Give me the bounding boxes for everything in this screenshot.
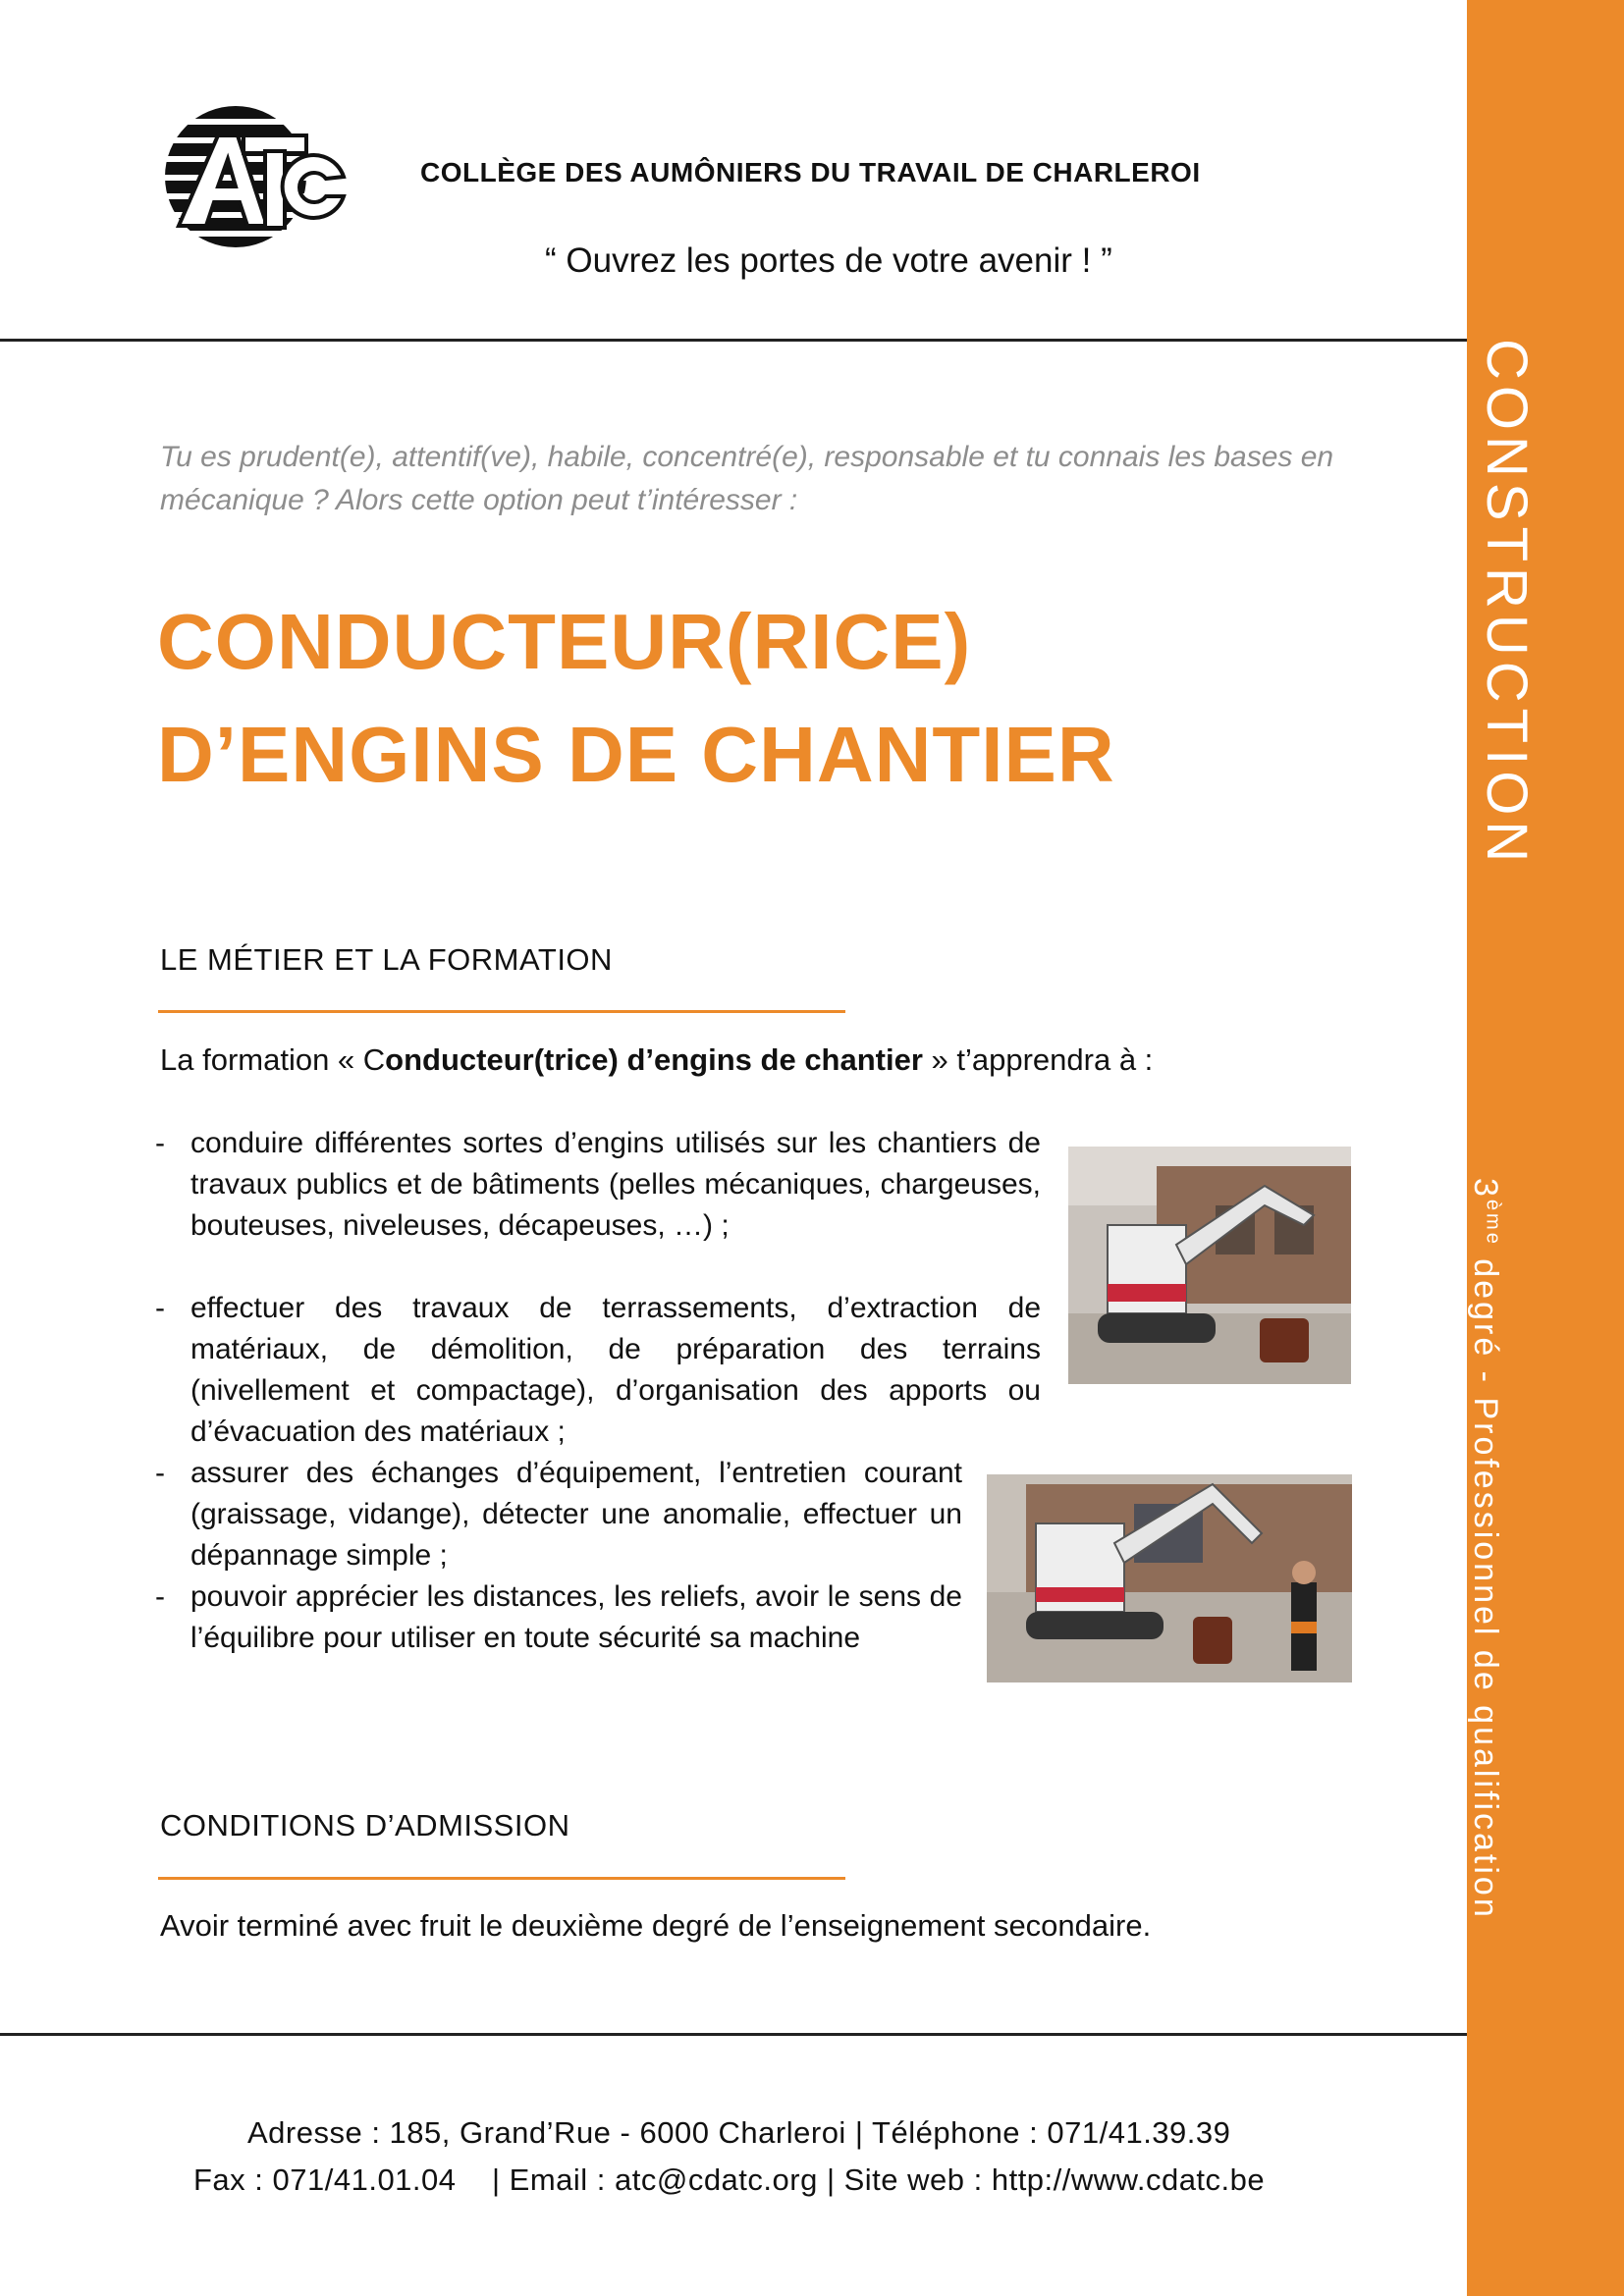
- excavator-photo: [1068, 1147, 1351, 1384]
- header-divider: [0, 339, 1467, 342]
- section-underline: [158, 1010, 845, 1013]
- title-line-2: D’ENGINS DE CHANTIER: [157, 711, 1115, 798]
- section-underline: [158, 1877, 845, 1880]
- school-logo: [157, 106, 349, 253]
- section-heading-admission: CONDITIONS D’ADMISSION: [160, 1808, 570, 1842]
- admission-text: Avoir terminé avec fruit le deuxième degré de l’enseignement secondaire.: [160, 1908, 1152, 1943]
- excavator-training-photo: [987, 1474, 1352, 1682]
- school-name: COLLÈGE DES AUMÔNIERS DU TRAVAIL DE CHARLEROI: [420, 157, 1201, 187]
- section-heading-metier: LE MÉTIER ET LA FORMATION: [160, 942, 613, 977]
- title-line-1: CONDUCTEUR(RICE): [157, 598, 972, 685]
- footer-contact: Fax : 071/41.01.04 | Email : atc@cdatc.org | Site web : http://www.cdatc.be: [193, 2163, 1266, 2197]
- intro-text: Tu es prudent(e), attentif(ve), habile, concentré(e), responsable et tu connais les bases en mécanique ? Alors cette option peut t’intéresser :: [160, 441, 1334, 516]
- footer-address: Adresse : 185, Grand’Rue - 6000 Charleroi | Téléphone : 071/41.39.39: [247, 2115, 1231, 2150]
- category-label: CONSTRUCTION: [1475, 339, 1539, 869]
- formation-intro: La formation « Conducteur(trice) d’engins de chantier » t’apprendra à :: [160, 1042, 1154, 1077]
- footer-divider: [0, 2033, 1467, 2036]
- degree-label: 3ème degré - Professionnel de qualification: [1467, 1178, 1504, 1920]
- motto: “ Ouvrez les portes de votre avenir ! ”: [545, 241, 1112, 280]
